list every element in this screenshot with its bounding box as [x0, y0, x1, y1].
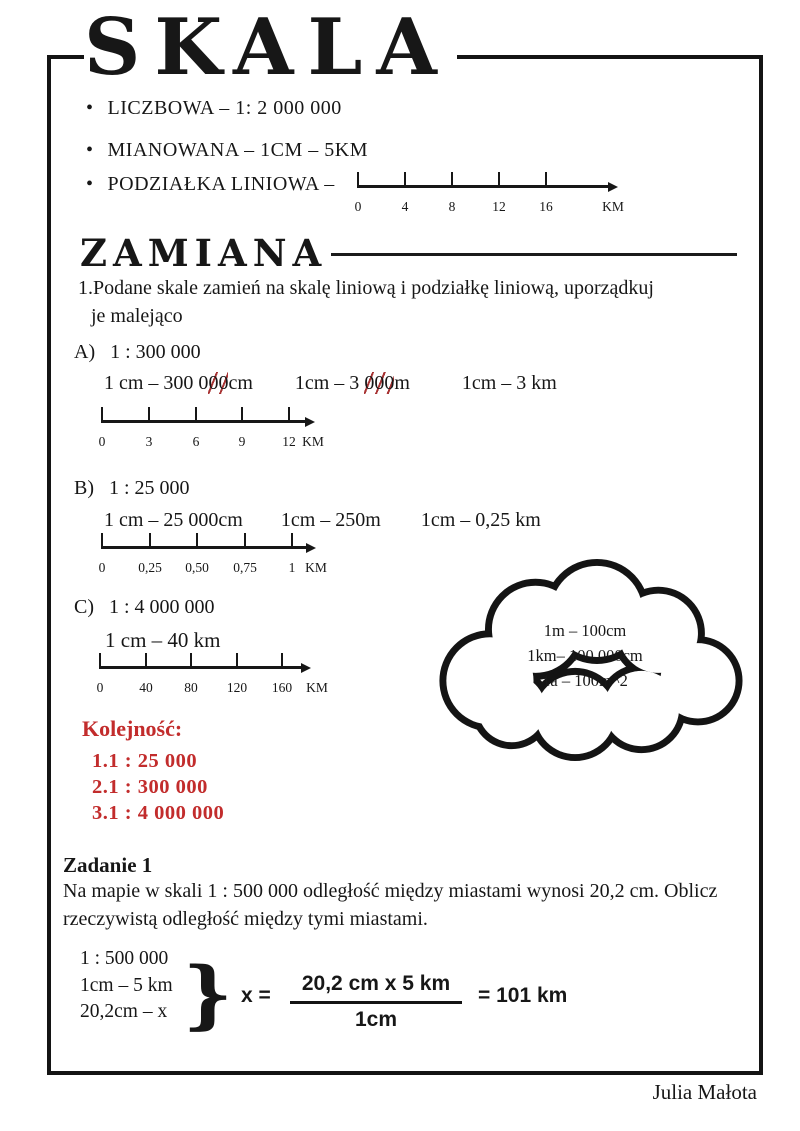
item-scale-value: 1 : 300 000: [110, 341, 201, 363]
calc-given-unknown: 20,2cm – x: [80, 1001, 168, 1022]
linear-scale-top: [354, 172, 624, 218]
tick-label: 0: [98, 434, 106, 449]
bullet-label: PODZIAŁKA LINIOWA –: [107, 173, 335, 195]
linear-scale-b: [98, 533, 327, 579]
calc-given-ratio: 1cm – 5 km: [80, 975, 173, 996]
item-letter: C): [74, 596, 94, 618]
tick-label: 9: [238, 434, 246, 449]
tick-label: 12: [492, 199, 506, 214]
item-letter: B): [74, 477, 94, 499]
tick-label: 160: [271, 680, 293, 695]
conversion-m: 1cm – 3 000m: [294, 372, 410, 394]
section-heading-text: ZAMIANA: [80, 231, 328, 275]
fraction-denominator: 1cm: [354, 1008, 398, 1031]
unit-label: KM: [306, 680, 328, 695]
arrow-right-icon: [306, 543, 316, 553]
task-text-line1: 1.Podane skale zamień na skalę liniową i podziałkę liniową, uporządkuj: [78, 277, 654, 299]
author-signature: Julia Małota: [652, 1080, 757, 1104]
arrow-right-icon: [305, 417, 315, 427]
unit-label: KM: [302, 434, 324, 449]
zadanie-heading: Zadanie 1: [63, 853, 153, 877]
scale-line: [101, 420, 306, 423]
tick-label: 6: [192, 434, 200, 449]
zadanie-text-line2: rzeczywistą odległość między tymi miastami.: [63, 908, 428, 930]
unit-label: KM: [305, 560, 327, 575]
calc-result: = 101 km: [478, 984, 568, 1007]
arrow-right-icon: [608, 182, 618, 192]
scale-line: [357, 185, 609, 188]
calc-given-scale: 1 : 500 000: [80, 948, 169, 969]
cloud-line: 1a – 100m^2: [542, 671, 628, 690]
cloud-line: 1m – 100cm: [543, 621, 627, 640]
tick-label: 0,75: [233, 560, 257, 575]
linear-scale-c: [96, 653, 328, 699]
bullet-icon: •: [86, 173, 94, 195]
item-c-scale: [74, 596, 215, 619]
item-a-conversions: [104, 372, 557, 395]
tick-label: 1: [288, 560, 296, 575]
tick-label: 0,25: [138, 560, 162, 575]
item-scale-value: 1 : 4 000 000: [109, 596, 215, 618]
tick-label: 12: [282, 434, 296, 449]
order-item-2: 2.1 : 300 000: [92, 776, 208, 798]
tick-label: 3: [145, 434, 153, 449]
crossed-zeros: 000: [364, 372, 395, 394]
tick-label: 0: [354, 199, 362, 214]
zadanie-text-line1: Na mapie w skali 1 : 500 000 odległość między miastami wynosi 20,2 cm. Oblicz: [63, 880, 718, 902]
cloud-line: 1km– 100 000cm: [527, 646, 643, 665]
tick-label: 0,50: [185, 560, 209, 575]
bullet-label: LICZBOWA – 1: 2 000 000: [107, 97, 342, 119]
scale-line: [99, 666, 302, 669]
kolejnosc-heading: Kolejność:: [82, 716, 183, 741]
item-a-scale: [74, 341, 201, 364]
heading-rule: [331, 253, 737, 256]
item-b-scale: [74, 477, 190, 500]
conversion-m: 1cm – 250m: [280, 509, 381, 531]
tick-label: 16: [539, 199, 553, 214]
fraction-numerator: 20,2 cm x 5 km: [290, 972, 462, 1004]
scale-line: [101, 546, 307, 549]
bullet-label: MIANOWANA – 1CM – 5KM: [107, 139, 369, 161]
item-scale-value: 1 : 25 000: [109, 477, 190, 499]
crossed-zeros: 00: [208, 372, 229, 394]
calc-fraction: [290, 972, 462, 1032]
tick-label: 0: [96, 680, 104, 695]
item-b-conversions: [104, 509, 541, 532]
tick-label: 40: [139, 680, 153, 695]
tick-label: 0: [98, 560, 106, 575]
conversion-km: 1 cm – 40 km: [105, 628, 221, 652]
conversion-cm: 1 cm – 25 000cm: [104, 509, 243, 531]
item-letter: A): [74, 341, 96, 363]
cloud-conversions: [455, 618, 715, 693]
conversion-cm: 1 cm – 300 000cm: [104, 372, 253, 394]
bullet-icon: •: [86, 97, 94, 119]
order-item-3: 3.1 : 4 000 000: [92, 802, 225, 824]
page-title: SKALA: [84, 8, 457, 88]
bullet-item-mianowana: [86, 139, 368, 162]
task-text-line2: je malejąco: [91, 305, 183, 327]
bullet-item-podzialka: [86, 173, 335, 196]
tick-label: 120: [226, 680, 248, 695]
order-item-1: 1.1 : 25 000: [92, 750, 198, 772]
unit-label: KM: [602, 199, 624, 214]
linear-scale-a: [98, 407, 324, 453]
conversion-km: 1cm – 0,25 km: [420, 509, 541, 531]
conversion-km: 1cm – 3 km: [461, 372, 557, 394]
curly-brace-icon: }: [182, 952, 233, 1038]
tick-label: 8: [448, 199, 456, 214]
item-c-conversions: [105, 628, 221, 653]
tick-label: 80: [184, 680, 198, 695]
bullet-icon: •: [86, 139, 94, 161]
section-heading-zamiana: [80, 231, 737, 275]
arrow-right-icon: [301, 663, 311, 673]
calc-x-equals: x =: [241, 984, 271, 1007]
bullet-item-liczbowa: [86, 97, 342, 120]
tick-label: 4: [401, 199, 409, 214]
